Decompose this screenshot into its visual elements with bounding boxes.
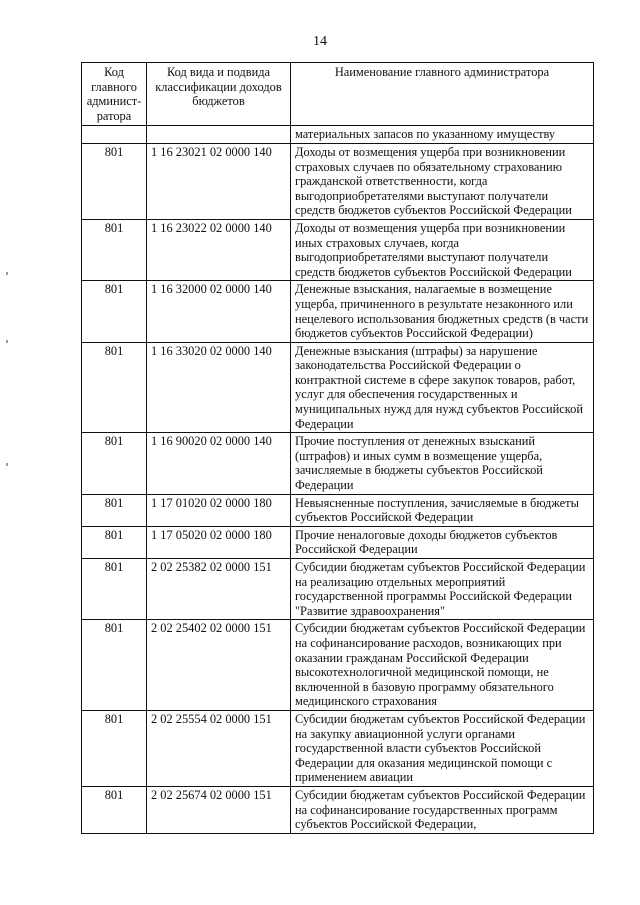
table-row (82, 786, 594, 833)
income-code-cell: 1 16 33020 02 0000 140 (147, 342, 291, 433)
admin-name-cell: Прочие неналоговые доходы бюджетов субъектов Российской Федерации (291, 526, 594, 558)
page-number: 14 (313, 34, 327, 49)
table-row (82, 710, 594, 786)
income-code-cell: 1 17 01020 02 0000 180 (147, 494, 291, 526)
income-code-cell: 1 17 05020 02 0000 180 (147, 526, 291, 558)
income-code-cell: 1 16 90020 02 0000 140 (147, 433, 291, 494)
admin-code-cell: 801 (82, 494, 147, 526)
income-code-cell (147, 126, 291, 144)
income-code-cell: 2 02 25674 02 0000 151 (147, 786, 291, 833)
admin-code-cell (82, 126, 147, 144)
admin-code-cell: 801 (82, 281, 147, 342)
admin-name-cell: Субсидии бюджетам субъектов Российской Федерации на софинансирование расходов, возникающих при оказании гражданам Российской Федерации высокотехнологичной медицинской помощи, не включенной в базовую программу обязательного медицинского страхования (291, 620, 594, 711)
table-row (82, 559, 594, 620)
admin-name-cell: Невыясненные поступления, зачисляемые в бюджеты субъектов Российской Федерации (291, 494, 594, 526)
table-row (82, 281, 594, 342)
header-income-code: Код вида и подвида классификации доходов бюджетов (147, 63, 291, 126)
income-code-cell: 2 02 25554 02 0000 151 (147, 710, 291, 786)
table-header-row (82, 63, 594, 126)
income-code-cell: 1 16 23021 02 0000 140 (147, 143, 291, 219)
header-admin-code: Код главного админист-ратора (82, 63, 147, 126)
table-row (82, 219, 594, 280)
admin-code-cell: 801 (82, 342, 147, 433)
admin-code-cell: 801 (82, 786, 147, 833)
table-row (82, 620, 594, 711)
table-row (82, 494, 594, 526)
table-row (82, 526, 594, 558)
table-row (82, 342, 594, 433)
admin-name-cell: Доходы от возмещения ущерба при возникновении страховых случаев по обязательному страхованию гражданской ответственности, когда выгодоприобретателями выступают получатели средств бюджетов субъектов Российской Федерации (291, 143, 594, 219)
admin-code-cell: 801 (82, 559, 147, 620)
income-code-cell: 2 02 25382 02 0000 151 (147, 559, 291, 620)
scan-speck (6, 272, 8, 275)
header-admin-name: Наименование главного администратора (291, 63, 594, 126)
admin-code-cell: 801 (82, 143, 147, 219)
scan-speck (6, 340, 8, 343)
admin-code-cell: 801 (82, 433, 147, 494)
table-row (82, 433, 594, 494)
admin-name-cell: материальных запасов по указанному имуществу (291, 126, 594, 144)
admin-code-cell: 801 (82, 620, 147, 711)
admin-name-cell: Прочие поступления от денежных взысканий (штрафов) и иных сумм в возмещение ущерба, зачисляемые в бюджеты субъектов Российской Федерации (291, 433, 594, 494)
admin-name-cell: Денежные взыскания (штрафы) за нарушение законодательства Российской Федерации о контрактной системе в сфере закупок товаров, работ, услуг для обеспечения государственных и муниципальных нужд для нужд субъектов Российской Федерации (291, 342, 594, 433)
admin-name-cell: Доходы от возмещения ущерба при возникновении иных страховых случаев, когда выгодоприобретателями выступают получатели средств бюджетов субъектов Российской Федерации (291, 219, 594, 280)
table-row (82, 143, 594, 219)
income-code-cell: 1 16 32000 02 0000 140 (147, 281, 291, 342)
admin-name-cell: Субсидии бюджетам субъектов Российской Федерации на закупку авиационной услуги органами государственной власти субъектов Российской Федерации для оказания медицинской помощи с применением авиации (291, 710, 594, 786)
table-row (82, 126, 594, 144)
income-code-cell: 2 02 25402 02 0000 151 (147, 620, 291, 711)
admin-name-cell: Субсидии бюджетам субъектов Российской Федерации на софинансирование государственных программ субъектов Российской Федерации, (291, 786, 594, 833)
scan-speck (6, 463, 8, 466)
income-code-cell: 1 16 23022 02 0000 140 (147, 219, 291, 280)
admin-code-cell: 801 (82, 526, 147, 558)
admin-code-cell: 801 (82, 710, 147, 786)
admin-code-cell: 801 (82, 219, 147, 280)
admin-name-cell: Субсидии бюджетам субъектов Российской Федерации на реализацию отдельных мероприятий государственной программы Российской Федерации "Развитие здравоохранения" (291, 559, 594, 620)
admin-name-cell: Денежные взыскания, налагаемые в возмещение ущерба, причиненного в результате незаконного или нецелевого использования бюджетных средств (в части бюджетов субъектов Российской Федерации) (291, 281, 594, 342)
income-administrators-table (81, 62, 594, 834)
